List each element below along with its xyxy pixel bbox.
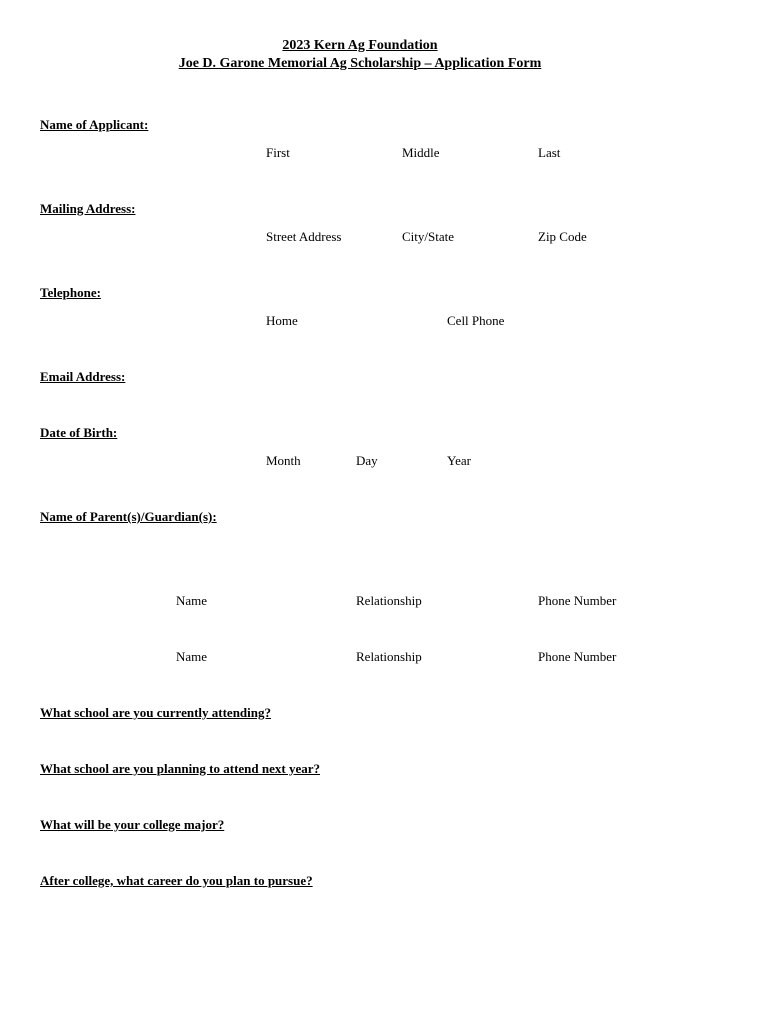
street-address-caption: Street Address [266, 229, 342, 244]
form-title-line1: 2023 Kern Ag Foundation [282, 38, 438, 53]
guardian-relationship-caption: Relationship [356, 593, 422, 608]
date-of-birth-label: Date of Birth: [40, 425, 118, 440]
day-caption: Day [356, 453, 378, 468]
zip-code-caption: Zip Code [538, 229, 587, 244]
city-state-caption: City/State [402, 229, 454, 244]
guardian-relationship-caption: Relationship [356, 649, 422, 664]
applicant-name-label: Name of Applicant: [40, 117, 149, 132]
mailing-address-label: Mailing Address: [40, 201, 136, 216]
guardian-phone-caption: Phone Number [538, 593, 617, 608]
month-caption: Month [266, 453, 301, 468]
current-school-question: What school are you currently attending? [40, 705, 271, 720]
college-major-question: What will be your college major? [40, 817, 225, 832]
first-name-caption: First [266, 145, 290, 160]
email-address-label: Email Address: [40, 369, 126, 384]
career-plan-question: After college, what career do you plan to pursue? [40, 873, 313, 888]
guardians-label: Name of Parent(s)/Guardian(s): [40, 509, 217, 524]
last-name-caption: Last [538, 145, 561, 160]
cell-phone-caption: Cell Phone [447, 313, 505, 328]
home-phone-caption: Home [266, 313, 298, 328]
middle-name-caption: Middle [402, 145, 440, 160]
guardian-phone-caption: Phone Number [538, 649, 617, 664]
next-school-question: What school are you planning to attend next year? [40, 761, 320, 776]
telephone-label: Telephone: [40, 285, 101, 300]
guardian-name-caption: Name [176, 593, 208, 608]
year-caption: Year [447, 453, 471, 468]
form-title-line2: Joe D. Garone Memorial Ag Scholarship – Application Form [178, 56, 542, 71]
guardian-name-caption: Name [176, 649, 208, 664]
